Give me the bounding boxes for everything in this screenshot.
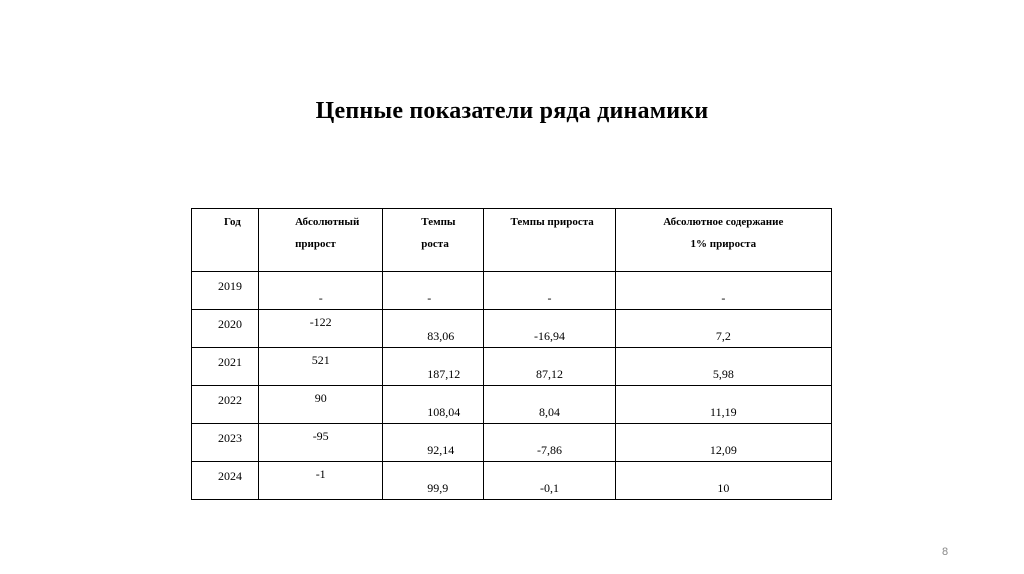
cell-year: 2019 [192,272,259,310]
table-row [192,386,832,424]
slide-title: Цепные показатели ряда динамики [315,98,709,124]
cell-one-percent-value: 10 [615,462,831,500]
page-number: 8 [942,546,949,558]
cell-absolute-increase: -95 [259,424,383,462]
cell-year: 2023 [192,424,259,462]
cell-increase-rate: -7,86 [484,424,615,462]
cell-absolute-increase: 521 [259,348,383,386]
table-row [192,348,832,386]
cell-growth-rate: 187,12 [383,348,484,386]
cell-absolute-increase: 90 [259,386,383,424]
cell-year: 2020 [192,310,259,348]
cell-absolute-increase: - [259,272,383,310]
table-row [192,272,832,310]
cell-year: 2024 [192,462,259,500]
header-increase-rate: Темпы прироста [484,209,615,272]
cell-absolute-increase: -1 [259,462,383,500]
cell-growth-rate: 108,04 [383,386,484,424]
header-year: Год [192,209,259,272]
cell-year: 2022 [192,386,259,424]
cell-one-percent-value: 5,98 [615,348,831,386]
header-absolute-increase: Абсолютный прирост [259,209,383,272]
cell-increase-rate: -0,1 [484,462,615,500]
cell-growth-rate: 83,06 [383,310,484,348]
table-row [192,462,832,500]
cell-one-percent-value: 7,2 [615,310,831,348]
header-growth-rate: Темпы роста [383,209,484,272]
table-row [192,310,832,348]
table-row [192,424,832,462]
cell-year: 2021 [192,348,259,386]
table-header-row [192,209,832,272]
cell-increase-rate: 87,12 [484,348,615,386]
header-one-percent-value: Абсолютное содержание 1% прироста [615,209,831,272]
cell-one-percent-value: 11,19 [615,386,831,424]
cell-growth-rate: 92,14 [383,424,484,462]
cell-absolute-increase: -122 [259,310,383,348]
cell-growth-rate: - [383,272,484,310]
cell-one-percent-value: 12,09 [615,424,831,462]
cell-increase-rate: 8,04 [484,386,615,424]
cell-increase-rate: -16,94 [484,310,615,348]
cell-increase-rate: - [484,272,615,310]
cell-growth-rate: 99,9 [383,462,484,500]
cell-one-percent-value: - [615,272,831,310]
dynamics-table [191,208,832,500]
